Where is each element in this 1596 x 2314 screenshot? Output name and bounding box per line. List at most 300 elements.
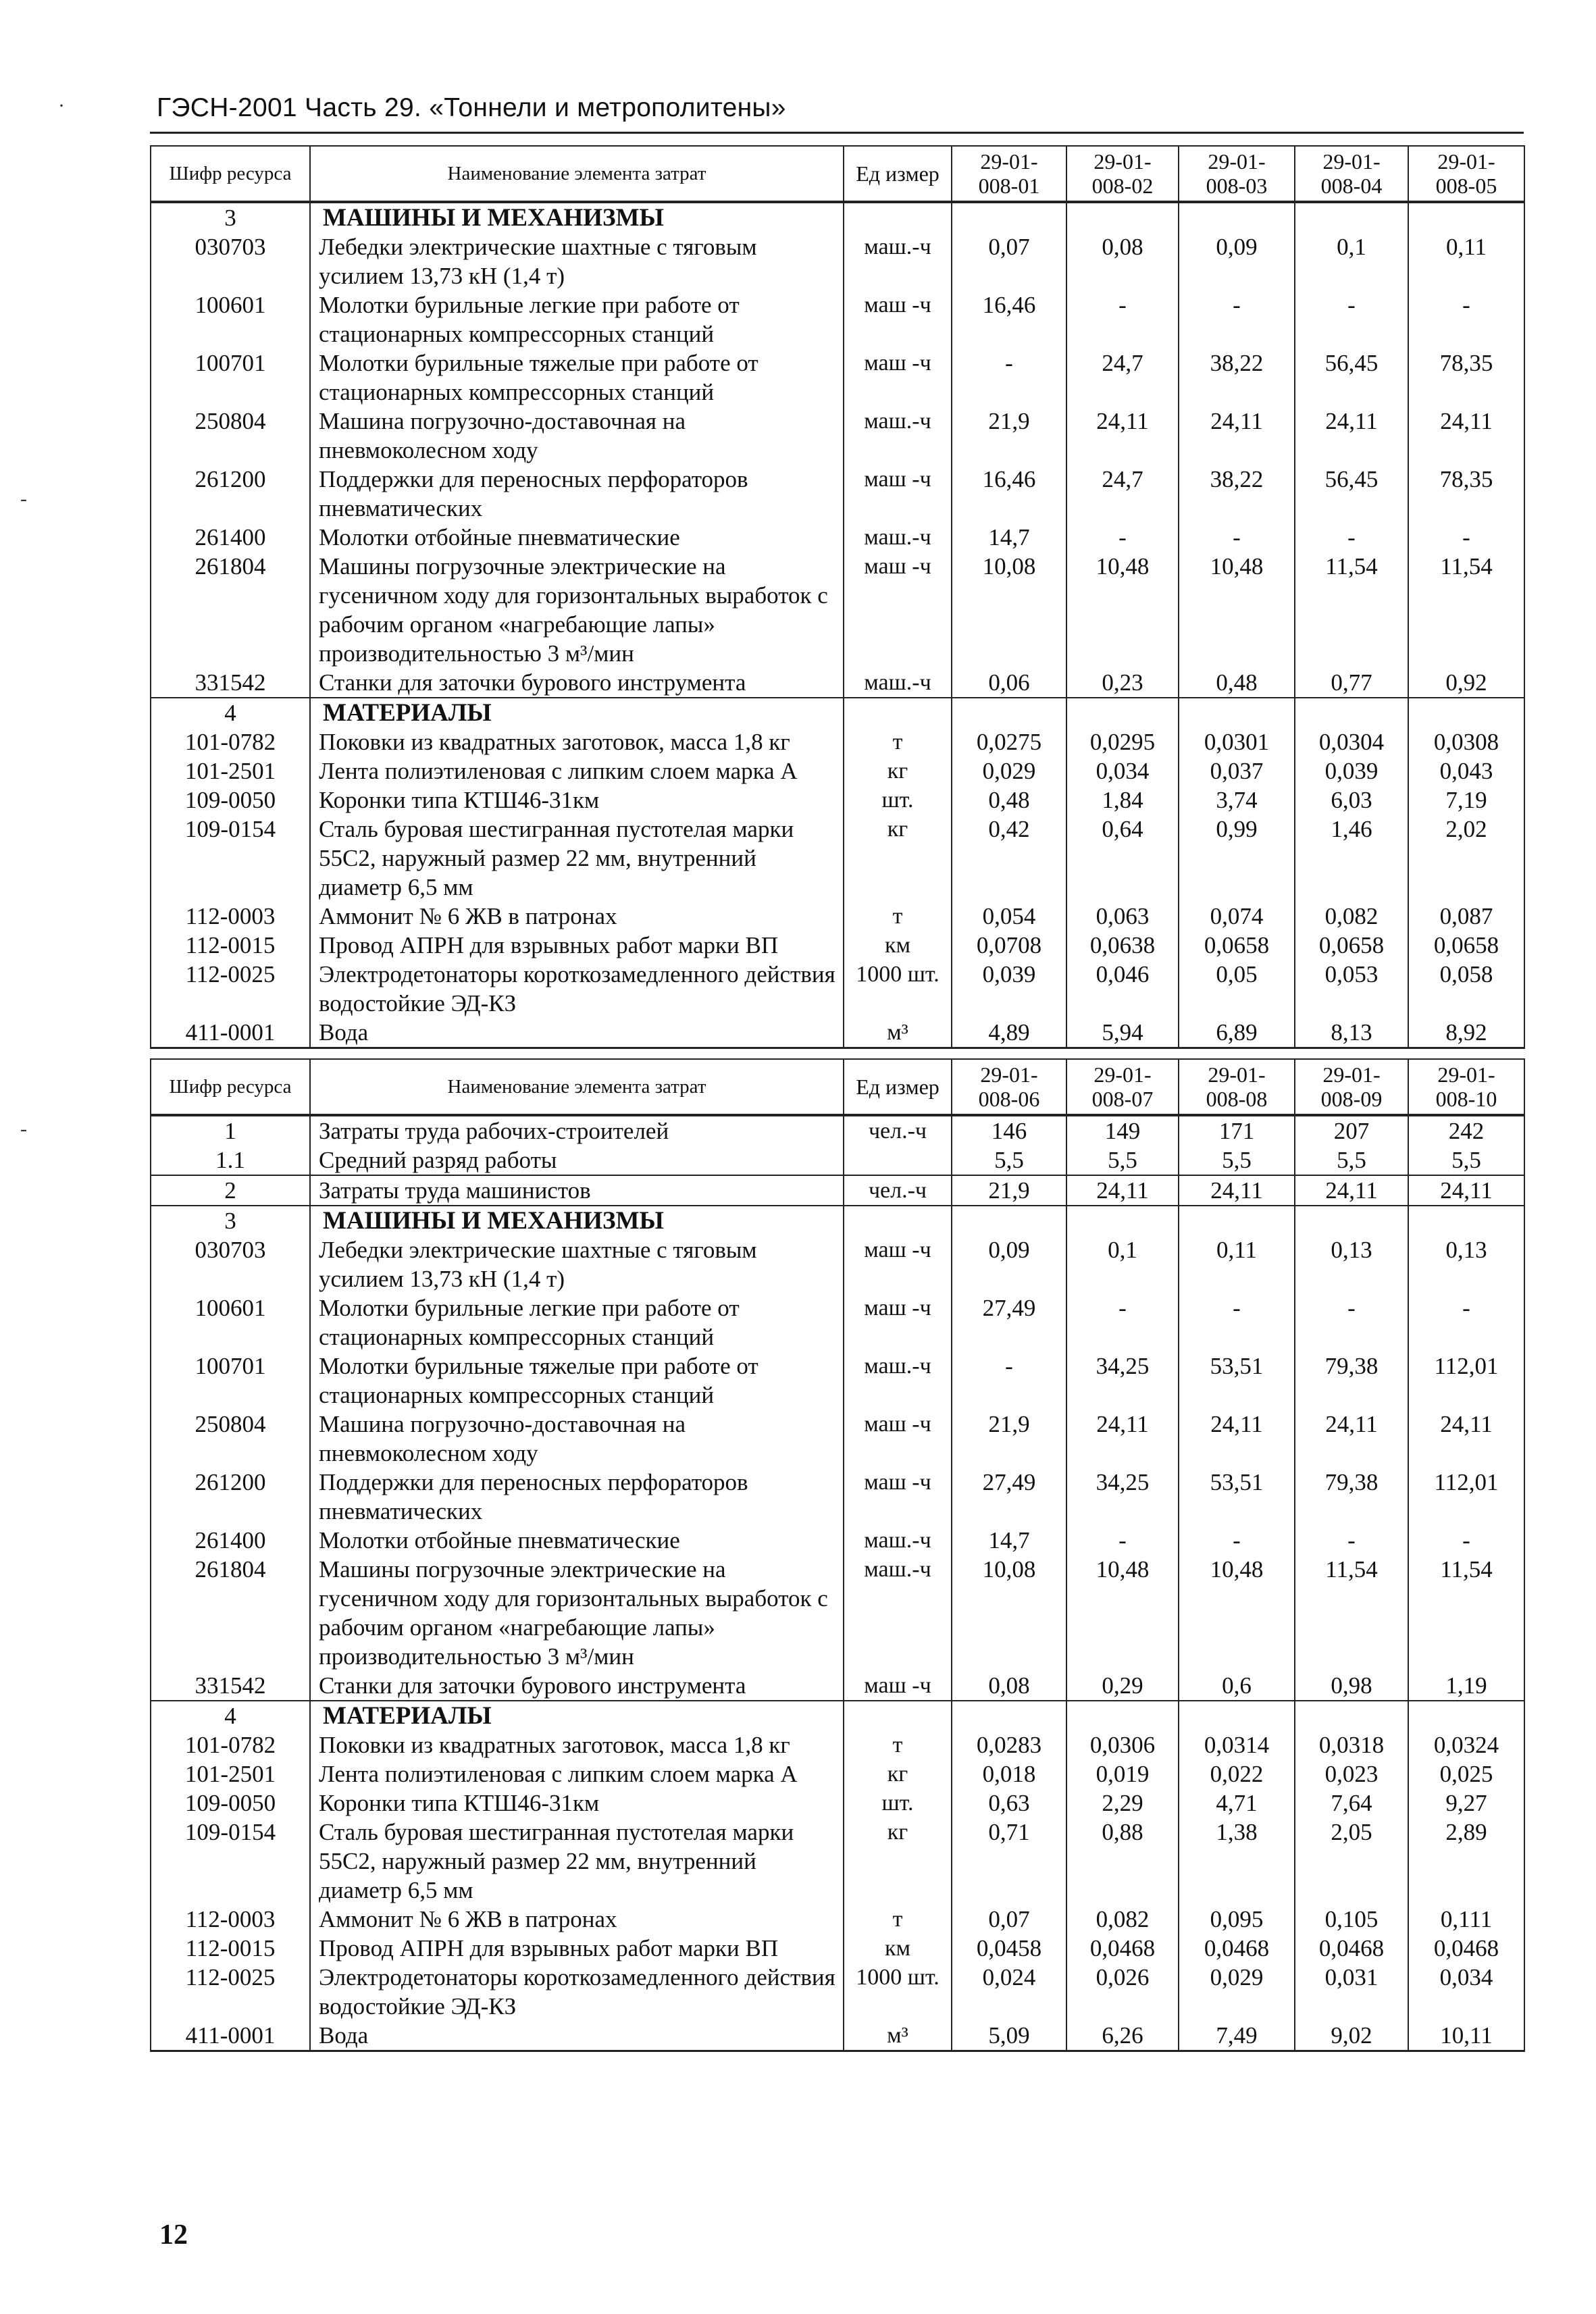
resource-unit: маш.-ч	[844, 407, 952, 465]
norm-value: 0,29	[1066, 1671, 1179, 1701]
resource-name: Вода	[310, 1018, 844, 1048]
empty-cell	[1295, 202, 1408, 232]
col-name-header: Наименование элемента затрат	[310, 146, 844, 202]
table-row	[151, 902, 1524, 931]
col-unit-header: Ед измер	[844, 1059, 952, 1115]
norm-value: 0,0458	[952, 1934, 1066, 1963]
norm-value: 24,11	[1066, 1175, 1179, 1206]
resource-unit: чел.-ч	[844, 1115, 952, 1146]
table-row	[151, 1526, 1524, 1555]
norm-value: 5,94	[1066, 1018, 1179, 1048]
resource-unit: чел.-ч	[844, 1175, 952, 1206]
resource-code: 112-0025	[151, 960, 310, 1018]
norm-value: 24,11	[1295, 407, 1408, 465]
resource-unit: маш -ч	[844, 1468, 952, 1526]
resource-name: Аммонит № 6 ЖВ в патронах	[310, 1905, 844, 1934]
resource-unit: маш -ч	[844, 290, 952, 349]
empty-cell	[952, 1206, 1066, 1235]
resource-name: Молотки бурильные тяжелые при работе от стационарных компрессорных станций	[310, 349, 844, 407]
norm-value: 0,023	[1295, 1759, 1408, 1789]
norm-value: 0,0468	[1295, 1934, 1408, 1963]
resource-unit: кг	[844, 756, 952, 786]
norm-value: 24,11	[1408, 1410, 1524, 1468]
norm-value: 3,74	[1179, 786, 1295, 815]
norm-value: 11,54	[1408, 1555, 1524, 1671]
col-variant-header: 29-01- 008-10	[1408, 1059, 1524, 1115]
resource-name: Аммонит № 6 ЖВ в патронах	[310, 902, 844, 931]
resource-code: 261400	[151, 523, 310, 552]
norm-value: 0,039	[952, 960, 1066, 1018]
col-variant-header: 29-01- 008-03	[1179, 146, 1295, 202]
resource-unit: кг	[844, 815, 952, 902]
norm-value: 112,01	[1408, 1468, 1524, 1526]
empty-cell	[1408, 698, 1524, 727]
norm-value: 0,0314	[1179, 1730, 1295, 1759]
resource-unit: м³	[844, 1018, 952, 1048]
norm-value: 112,01	[1408, 1352, 1524, 1410]
resource-code: 100601	[151, 290, 310, 349]
norm-value: 0,71	[952, 1818, 1066, 1905]
section-title: МАТЕРИАЛЫ	[310, 1701, 844, 1730]
norm-value: -	[1295, 290, 1408, 349]
norm-value: 2,05	[1295, 1818, 1408, 1905]
norm-value: 79,38	[1295, 1468, 1408, 1526]
empty-cell	[1179, 698, 1295, 727]
norm-value: 6,26	[1066, 2021, 1179, 2051]
col-variant-header: 29-01- 008-07	[1066, 1059, 1179, 1115]
resource-name: Поковки из квадратных заготовок, масса 1,8 кг	[310, 1730, 844, 1759]
norm-value: 56,45	[1295, 465, 1408, 523]
norm-value: 53,51	[1179, 1468, 1295, 1526]
table-row	[151, 1175, 1524, 1206]
norm-value: 0,1	[1066, 1235, 1179, 1293]
norm-value: 38,22	[1179, 465, 1295, 523]
norm-value: 0,082	[1295, 902, 1408, 931]
norm-value: 0,09	[952, 1235, 1066, 1293]
resource-code: 112-0015	[151, 1934, 310, 1963]
norm-value: 34,25	[1066, 1468, 1179, 1526]
norm-value: 8,13	[1295, 1018, 1408, 1048]
norm-value: 0,0468	[1408, 1934, 1524, 1963]
norm-value: 0,111	[1408, 1905, 1524, 1934]
resource-name: Лента полиэтиленовая с липким слоем марка А	[310, 756, 844, 786]
resource-name: Машины погрузочные электрические на гусеничном ходу для горизонтальных выработок с рабочим органом «нагребающие лапы» производительностью 3 м³/мин	[310, 552, 844, 668]
col-variant-header: 29-01- 008-05	[1408, 146, 1524, 202]
norm-value: 4,71	[1179, 1789, 1295, 1818]
resource-name: Машины погрузочные электрические на гусеничном ходу для горизонтальных выработок с рабочим органом «нагребающие лапы» производительностью 3 м³/мин	[310, 1555, 844, 1671]
table-row	[151, 523, 1524, 552]
norm-value: 0,11	[1179, 1235, 1295, 1293]
norm-value: 0,0708	[952, 931, 1066, 960]
resource-unit	[844, 1146, 952, 1175]
norm-value: 0,029	[1179, 1963, 1295, 2021]
norm-value: 0,0295	[1066, 727, 1179, 756]
table-row	[151, 1555, 1524, 1671]
resource-name: Лента полиэтиленовая с липким слоем марка А	[310, 1759, 844, 1789]
resource-code: 109-0050	[151, 1789, 310, 1818]
table-row	[151, 552, 1524, 668]
table-row	[151, 756, 1524, 786]
norm-value: 24,11	[1066, 407, 1179, 465]
norm-value: 0,64	[1066, 815, 1179, 902]
norm-value: -	[1066, 290, 1179, 349]
empty-cell	[844, 1701, 952, 1730]
norm-value: 16,46	[952, 465, 1066, 523]
norm-value: 5,5	[1179, 1146, 1295, 1175]
norm-value: 0,019	[1066, 1759, 1179, 1789]
norm-value: 24,11	[1408, 407, 1524, 465]
table-row	[151, 1671, 1524, 1701]
resource-unit: маш.-ч	[844, 1526, 952, 1555]
norm-value: 0,063	[1066, 902, 1179, 931]
norm-value: 7,64	[1295, 1789, 1408, 1818]
resource-name: Молотки бурильные легкие при работе от стационарных компрессорных станций	[310, 1293, 844, 1352]
col-name-header: Наименование элемента затрат	[310, 1059, 844, 1115]
resource-unit: кг	[844, 1759, 952, 1789]
scan-mark: -	[20, 488, 27, 510]
norm-value: 0,0638	[1066, 931, 1179, 960]
resource-name: Затраты труда машинистов	[310, 1175, 844, 1206]
page-number: 12	[159, 2219, 188, 2251]
resource-code: 261804	[151, 1555, 310, 1671]
resource-code: 250804	[151, 407, 310, 465]
resource-unit: маш -ч	[844, 1293, 952, 1352]
norm-value: 10,11	[1408, 2021, 1524, 2051]
norm-value: 10,08	[952, 1555, 1066, 1671]
norm-value: 0,0658	[1179, 931, 1295, 960]
norm-value: 24,11	[1179, 1410, 1295, 1468]
norm-value: -	[1295, 523, 1408, 552]
norm-value: 242	[1408, 1115, 1524, 1146]
norm-value: 11,54	[1295, 1555, 1408, 1671]
norm-value: 0,42	[952, 815, 1066, 902]
empty-cell	[1295, 1206, 1408, 1235]
col-unit-header: Ед измер	[844, 146, 952, 202]
norm-value: 0,039	[1295, 756, 1408, 786]
empty-cell	[1408, 202, 1524, 232]
resource-name: Провод АПРН для взрывных работ марки ВП	[310, 1934, 844, 1963]
norm-value: 0,087	[1408, 902, 1524, 931]
empty-cell	[952, 1701, 1066, 1730]
norm-value: 0,024	[952, 1963, 1066, 2021]
norm-value: 0,48	[952, 786, 1066, 815]
norm-value: 10,48	[1066, 552, 1179, 668]
norm-value: 78,35	[1408, 349, 1524, 407]
norm-value: 0,05	[1179, 960, 1295, 1018]
norm-value: -	[1179, 1526, 1295, 1555]
table-row	[151, 1730, 1524, 1759]
norm-value: 24,11	[1179, 1175, 1295, 1206]
table-row	[151, 2021, 1524, 2051]
resource-code: 250804	[151, 1410, 310, 1468]
norm-value: 0,07	[952, 1905, 1066, 1934]
norm-value: 24,11	[1295, 1175, 1408, 1206]
resource-unit: кг	[844, 1818, 952, 1905]
table-row	[151, 232, 1524, 290]
resource-unit: маш -ч	[844, 552, 952, 668]
norm-value: 14,7	[952, 523, 1066, 552]
resource-name: Станки для заточки бурового инструмента	[310, 1671, 844, 1701]
empty-cell	[1179, 1206, 1295, 1235]
empty-cell	[1408, 1206, 1524, 1235]
resource-code: 261400	[151, 1526, 310, 1555]
norm-value: 14,7	[952, 1526, 1066, 1555]
resource-code: 3	[151, 1206, 310, 1235]
scan-mark: -	[20, 1118, 27, 1140]
resource-name: Сталь буровая шестигранная пустотелая марки 55С2, наружный размер 22 мм, внутренний диаметр 6,5 мм	[310, 1818, 844, 1905]
norm-value: 2,89	[1408, 1818, 1524, 1905]
resource-code: 4	[151, 1701, 310, 1730]
resource-code: 261804	[151, 552, 310, 668]
norm-value: 5,09	[952, 2021, 1066, 2051]
resource-code: 030703	[151, 1235, 310, 1293]
norm-value: 5,5	[1408, 1146, 1524, 1175]
norm-value: -	[1408, 523, 1524, 552]
resource-name: Лебедки электрические шахтные с тяговым усилием 13,73 кН (1,4 т)	[310, 232, 844, 290]
table-row	[151, 290, 1524, 349]
resource-unit: маш -ч	[844, 349, 952, 407]
norm-value: 6,89	[1179, 1018, 1295, 1048]
col-variant-header: 29-01- 008-02	[1066, 146, 1179, 202]
resource-name: Молотки отбойные пневматические	[310, 523, 844, 552]
norm-value: 0,054	[952, 902, 1066, 931]
norm-value: 9,02	[1295, 2021, 1408, 2051]
resource-code: 101-0782	[151, 727, 310, 756]
norm-value: -	[952, 1352, 1066, 1410]
section-title: МАТЕРИАЛЫ	[310, 698, 844, 727]
table-row	[151, 1789, 1524, 1818]
norm-value: 21,9	[952, 1410, 1066, 1468]
table-row	[151, 1293, 1524, 1352]
norm-value: 6,03	[1295, 786, 1408, 815]
resource-code: 109-0154	[151, 1818, 310, 1905]
table-row	[151, 1934, 1524, 1963]
table-row	[151, 1115, 1524, 1146]
resource-unit: шт.	[844, 786, 952, 815]
empty-cell	[952, 698, 1066, 727]
norm-value: 10,48	[1179, 552, 1295, 668]
section-row	[151, 698, 1524, 727]
resource-unit: маш.-ч	[844, 1555, 952, 1671]
table-row	[151, 1235, 1524, 1293]
empty-cell	[1066, 698, 1179, 727]
table-row	[151, 786, 1524, 815]
col-variant-header: 29-01- 008-09	[1295, 1059, 1408, 1115]
resource-code: 4	[151, 698, 310, 727]
norm-value: 171	[1179, 1115, 1295, 1146]
resource-name: Электродетонаторы короткозамедленного действия водостойкие ЭД-КЗ	[310, 1963, 844, 2021]
norm-value: 0,77	[1295, 668, 1408, 698]
norm-value: 0,13	[1295, 1235, 1408, 1293]
table-row	[151, 1410, 1524, 1468]
norm-value: 27,49	[952, 1293, 1066, 1352]
norm-value: 0,058	[1408, 960, 1524, 1018]
resource-name: Поковки из квадратных заготовок, масса 1,8 кг	[310, 727, 844, 756]
resource-code: 2	[151, 1175, 310, 1206]
resource-unit: км	[844, 931, 952, 960]
resource-code: 331542	[151, 668, 310, 698]
resource-code: 411-0001	[151, 1018, 310, 1048]
resource-code: 101-2501	[151, 756, 310, 786]
resource-unit: маш -ч	[844, 1671, 952, 1701]
resource-code: 100601	[151, 1293, 310, 1352]
empty-cell	[1179, 202, 1295, 232]
norm-value: 24,11	[1179, 407, 1295, 465]
resource-unit: маш.-ч	[844, 668, 952, 698]
norm-value: -	[952, 349, 1066, 407]
resource-name: Лебедки электрические шахтные с тяговым усилием 13,73 кН (1,4 т)	[310, 1235, 844, 1293]
norm-value: 0,1	[1295, 232, 1408, 290]
resource-code: 100701	[151, 349, 310, 407]
norm-value: -	[1408, 1526, 1524, 1555]
table-row	[151, 1759, 1524, 1789]
norm-value: 0,026	[1066, 1963, 1179, 2021]
resource-name: Молотки бурильные тяжелые при работе от стационарных компрессорных станций	[310, 1352, 844, 1410]
table-row	[151, 1468, 1524, 1526]
norm-value: -	[1179, 1293, 1295, 1352]
norm-value: 56,45	[1295, 349, 1408, 407]
norm-value: 7,19	[1408, 786, 1524, 815]
table-row	[151, 931, 1524, 960]
resource-name: Машина погрузочно-доставочная на пневмоколесном ходу	[310, 407, 844, 465]
section-row	[151, 202, 1524, 232]
empty-cell	[844, 202, 952, 232]
norm-value: 0,034	[1066, 756, 1179, 786]
resource-code: 411-0001	[151, 2021, 310, 2051]
norm-value: 21,9	[952, 407, 1066, 465]
norm-value: 0,0318	[1295, 1730, 1408, 1759]
norm-value: 24,7	[1066, 465, 1179, 523]
resource-unit: т	[844, 1905, 952, 1934]
resource-name: Сталь буровая шестигранная пустотелая марки 55С2, наружный размер 22 мм, внутренний диаметр 6,5 мм	[310, 815, 844, 902]
resource-code: 261200	[151, 1468, 310, 1526]
running-header: ГЭСН-2001 Часть 29. «Тоннели и метрополитены»	[157, 93, 786, 122]
resource-code: 100701	[151, 1352, 310, 1410]
resource-unit: 1000 шт.	[844, 960, 952, 1018]
table-row	[151, 407, 1524, 465]
resource-unit: маш -ч	[844, 1410, 952, 1468]
resource-table-1	[150, 145, 1525, 1049]
resource-code: 1.1	[151, 1146, 310, 1175]
norm-value: 146	[952, 1115, 1066, 1146]
norm-value: -	[1179, 290, 1295, 349]
resource-code: 3	[151, 202, 310, 232]
norm-value: 79,38	[1295, 1352, 1408, 1410]
norm-value: 0,0658	[1295, 931, 1408, 960]
norm-value: 5,5	[1066, 1146, 1179, 1175]
norm-value: 24,11	[1295, 1410, 1408, 1468]
resource-code: 261200	[151, 465, 310, 523]
norm-value: 0,053	[1295, 960, 1408, 1018]
table-row	[151, 668, 1524, 698]
norm-value: 0,0468	[1066, 1934, 1179, 1963]
norm-value: 10,08	[952, 552, 1066, 668]
resource-unit: маш -ч	[844, 1235, 952, 1293]
norm-value: 0,63	[952, 1789, 1066, 1818]
norm-value: -	[1408, 290, 1524, 349]
norm-value: 1,19	[1408, 1671, 1524, 1701]
norm-value: -	[1295, 1293, 1408, 1352]
norm-value: 78,35	[1408, 465, 1524, 523]
norm-value: 0,11	[1408, 232, 1524, 290]
norm-value: -	[1066, 523, 1179, 552]
empty-cell	[844, 1206, 952, 1235]
section-title: МАШИНЫ И МЕХАНИЗМЫ	[310, 202, 844, 232]
norm-value: 0,074	[1179, 902, 1295, 931]
table-header-row	[151, 146, 1524, 202]
resource-code: 109-0050	[151, 786, 310, 815]
col-variant-header: 29-01- 008-06	[952, 1059, 1066, 1115]
resource-code: 101-2501	[151, 1759, 310, 1789]
norm-value: 0,029	[952, 756, 1066, 786]
norm-value: 0,0306	[1066, 1730, 1179, 1759]
col-variant-header: 29-01- 008-01	[952, 146, 1066, 202]
resource-code: 112-0003	[151, 1905, 310, 1934]
scan-mark: ·	[58, 95, 65, 117]
resource-name: Поддержки для переносных перфораторов пневматических	[310, 465, 844, 523]
resource-name: Машина погрузочно-доставочная на пневмоколесном ходу	[310, 1410, 844, 1468]
norm-value: 4,89	[952, 1018, 1066, 1048]
table-row	[151, 1963, 1524, 2021]
resource-name: Электродетонаторы короткозамедленного действия водостойкие ЭД-КЗ	[310, 960, 844, 1018]
table-row	[151, 960, 1524, 1018]
norm-value: 1,38	[1179, 1818, 1295, 1905]
norm-value: 207	[1295, 1115, 1408, 1146]
empty-cell	[844, 698, 952, 727]
resource-name: Коронки типа КТШ46-31км	[310, 1789, 844, 1818]
norm-value: 0,037	[1179, 756, 1295, 786]
section-row	[151, 1206, 1524, 1235]
resource-name: Поддержки для переносных перфораторов пневматических	[310, 1468, 844, 1526]
norm-value: 0,043	[1408, 756, 1524, 786]
resource-name: Коронки типа КТШ46-31км	[310, 786, 844, 815]
table-row	[151, 727, 1524, 756]
norm-value: 2,29	[1066, 1789, 1179, 1818]
table-row	[151, 465, 1524, 523]
norm-value: 0,0468	[1179, 1934, 1295, 1963]
norm-value: 0,48	[1179, 668, 1295, 698]
table-row	[151, 815, 1524, 902]
norm-value: 1,84	[1066, 786, 1179, 815]
norm-value: 2,02	[1408, 815, 1524, 902]
section-title: МАШИНЫ И МЕХАНИЗМЫ	[310, 1206, 844, 1235]
resource-name: Вода	[310, 2021, 844, 2051]
norm-value: 8,92	[1408, 1018, 1524, 1048]
norm-value: 0,0283	[952, 1730, 1066, 1759]
norm-value: -	[1179, 523, 1295, 552]
norm-value: 11,54	[1295, 552, 1408, 668]
resource-unit: маш.-ч	[844, 523, 952, 552]
norm-value: 10,48	[1179, 1555, 1295, 1671]
header-rule	[150, 132, 1524, 134]
col-code-header: Шифр ресурса	[151, 146, 310, 202]
norm-value: 0,92	[1408, 668, 1524, 698]
norm-value: 27,49	[952, 1468, 1066, 1526]
norm-value: 53,51	[1179, 1352, 1295, 1410]
resource-table-2	[150, 1058, 1525, 2052]
norm-value: -	[1408, 1293, 1524, 1352]
resource-name: Средний разряд работы	[310, 1146, 844, 1175]
norm-value: 5,5	[1295, 1146, 1408, 1175]
resource-code: 112-0015	[151, 931, 310, 960]
norm-value: 0,0308	[1408, 727, 1524, 756]
norm-value: 149	[1066, 1115, 1179, 1146]
norm-value: 0,022	[1179, 1759, 1295, 1789]
norm-value: 10,48	[1066, 1555, 1179, 1671]
empty-cell	[1066, 1701, 1179, 1730]
norm-value: 38,22	[1179, 349, 1295, 407]
norm-value: 0,99	[1179, 815, 1295, 902]
